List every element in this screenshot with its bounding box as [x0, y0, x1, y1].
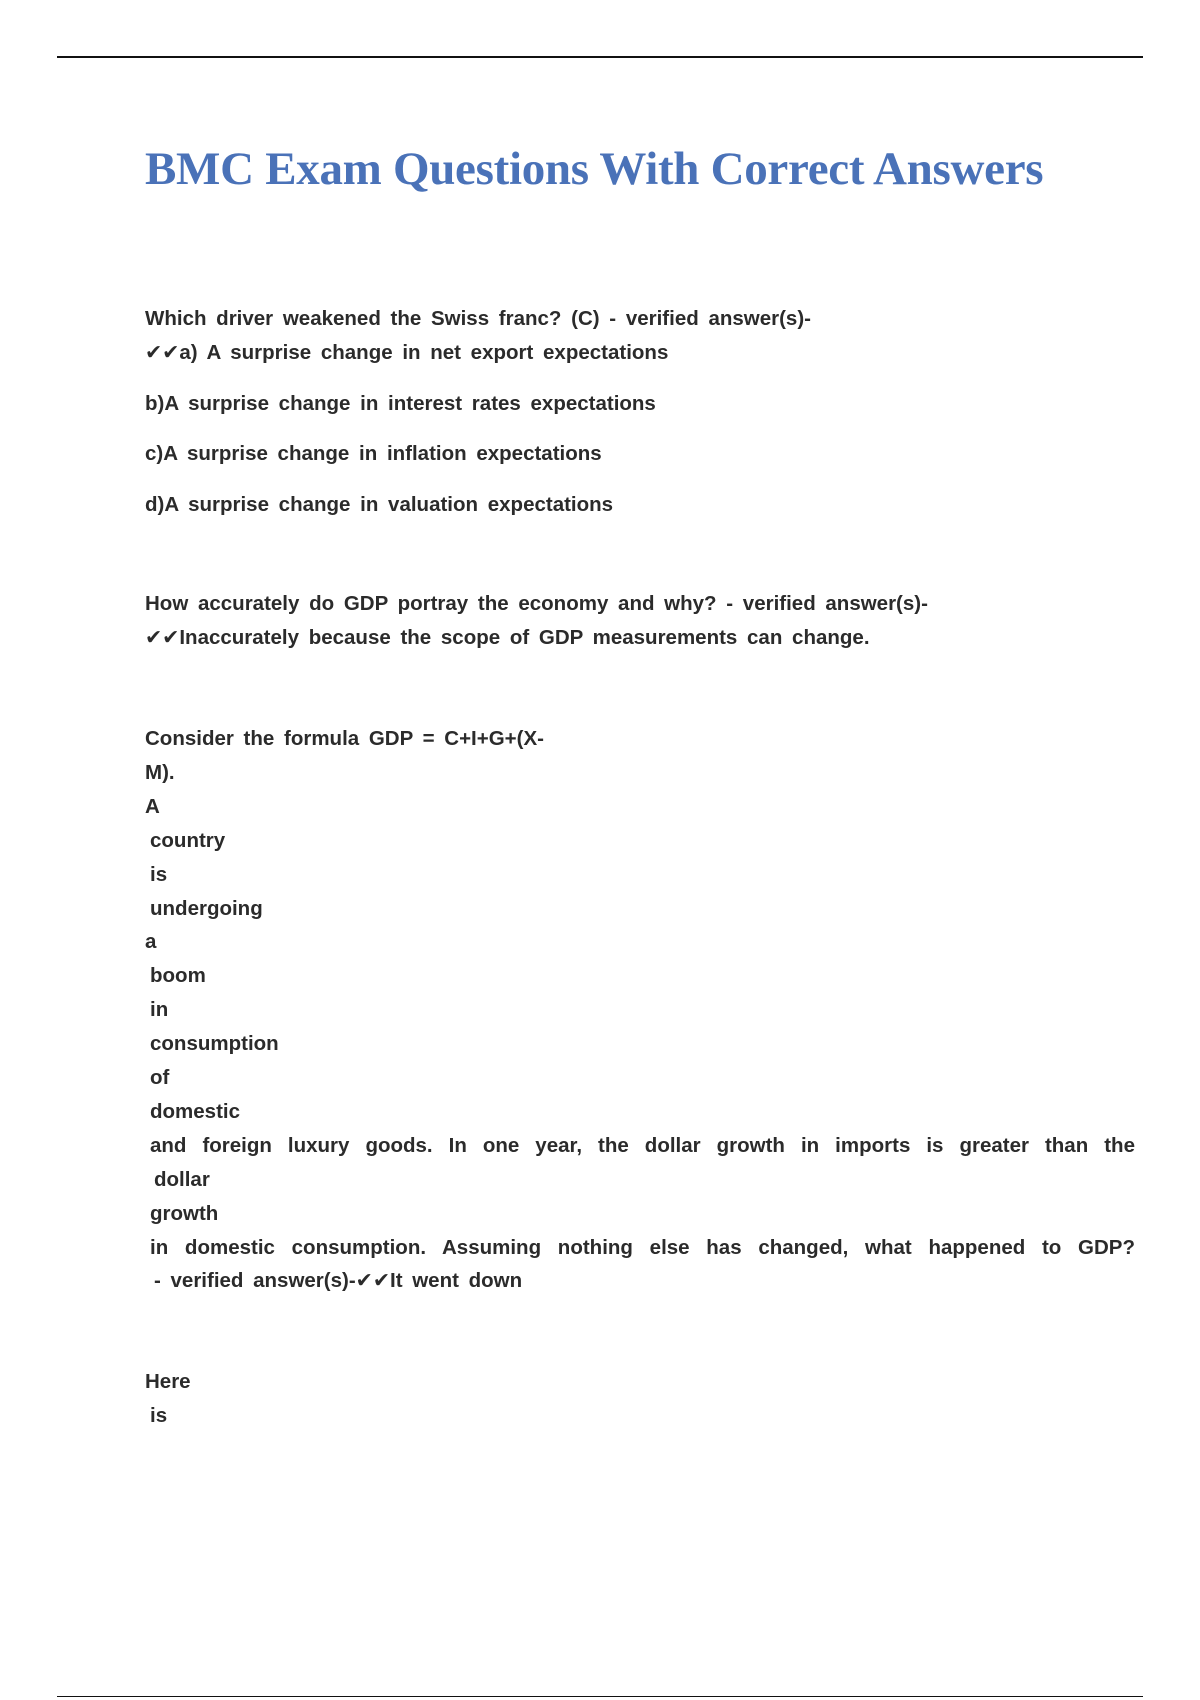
question-3-line: boom — [150, 964, 206, 987]
question-3-line: A — [145, 795, 160, 818]
question-4-line: Here — [145, 1370, 191, 1393]
question-3-line: of — [150, 1066, 170, 1089]
question-3-line: consumption — [150, 1032, 279, 1055]
question-2-text: How accurately do GDP portray the economy and why? - verified answer(s)- — [145, 592, 928, 615]
question-3-line: M). — [145, 761, 175, 784]
question-3-line: is — [150, 863, 168, 886]
question-1-option-d: d)A surprise change in valuation expectations — [145, 493, 614, 516]
question-3-line: and foreign luxury goods. In one year, the dollar growth in imports is greater than the — [150, 1134, 1135, 1157]
question-3-line: dollar — [154, 1168, 210, 1191]
question-3-line: country — [150, 829, 226, 852]
question-1-option-c: c)A surprise change in inflation expectations — [145, 442, 602, 465]
footer-rule — [57, 1696, 1143, 1697]
question-2-answer: ✔✔Inaccurately because the scope of GDP measurements can change. — [145, 626, 870, 649]
question-3-answer: - verified answer(s)-✔✔It went down — [154, 1269, 523, 1292]
question-3-line: a — [145, 930, 157, 953]
question-3-line: in domestic consumption. Assuming nothing else has changed, what happened to GDP? — [150, 1236, 1135, 1259]
question-3-line: domestic — [150, 1100, 240, 1123]
header-rule — [57, 56, 1143, 58]
question-3-line: growth — [150, 1202, 219, 1225]
question-4-line: is — [150, 1404, 168, 1427]
question-1-text: Which driver weakened the Swiss franc? (C) - verified answer(s)- — [145, 307, 811, 330]
document-title: BMC Exam Questions With Correct Answers — [145, 143, 1044, 195]
question-1-option-b: b)A surprise change in interest rates expectations — [145, 392, 656, 415]
question-1-option-a: ✔✔a) A surprise change in net export expectations — [145, 341, 669, 364]
question-3-line: undergoing — [150, 897, 263, 920]
question-3-line: Consider the formula GDP = C+I+G+(X- — [145, 727, 544, 750]
question-3-line: in — [150, 998, 169, 1021]
